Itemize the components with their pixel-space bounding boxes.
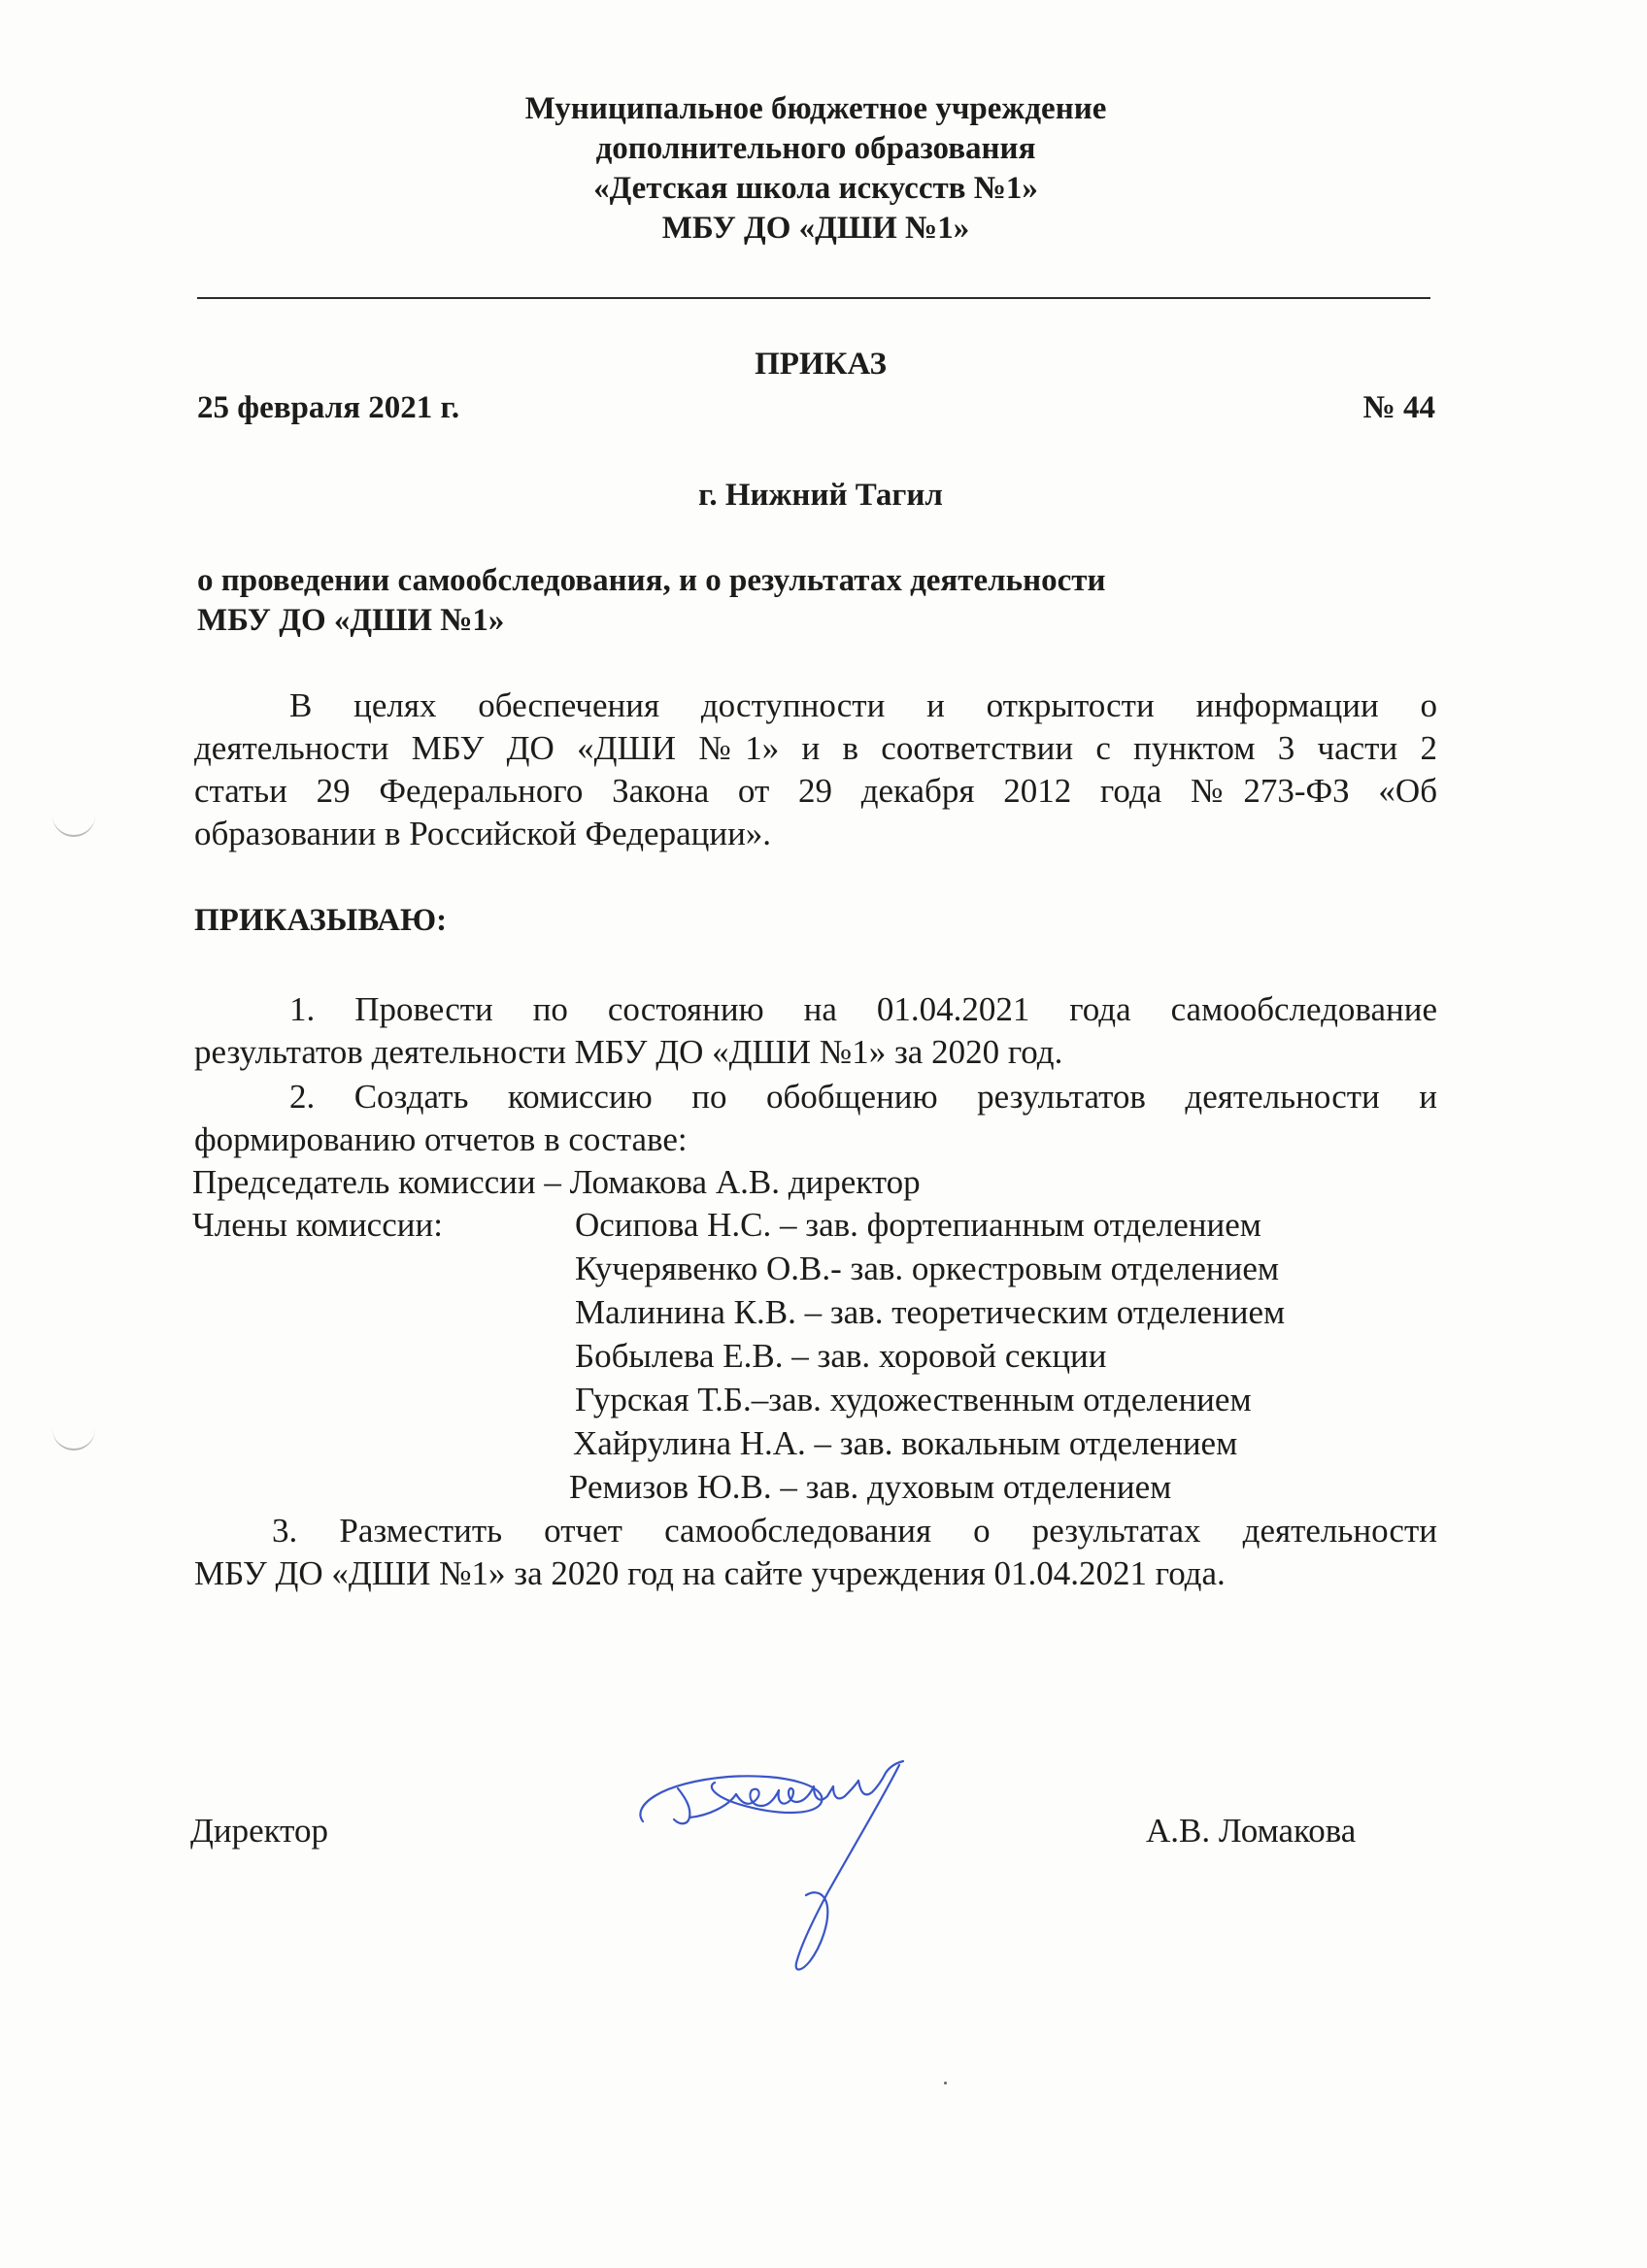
paragraph-line: МБУ ДО «ДШИ №1» за 2020 год на сайте учреждения 01.04.2021 года. xyxy=(194,1554,1226,1592)
commission-chair: Председатель комиссии – Ломакова А.В. директор xyxy=(192,1163,921,1201)
paragraph-line: 3. Разместить отчет самообследования о результатах деятельности xyxy=(272,1512,1437,1550)
punch-hole-mark xyxy=(52,1427,95,1451)
paragraph-line: формированию отчетов в составе: xyxy=(194,1120,688,1158)
punch-hole-mark xyxy=(52,814,95,837)
signatory-name: А.В. Ломакова xyxy=(1146,1812,1357,1850)
order-subject-line: МБУ ДО «ДШИ №1» xyxy=(197,603,505,638)
paragraph-line: деятельности МБУ ДО «ДШИ №1» и в соответствии с пунктом 3 части 2 xyxy=(194,729,1437,767)
header-divider xyxy=(197,297,1430,299)
paragraph-line: В целях обеспечения доступности и открытости информации о xyxy=(289,686,1437,724)
paragraph-line: статьи 29 Федерального Закона от 29 декабря 2012 года №273-ФЗ «Об xyxy=(194,772,1437,810)
header-line: МБУ ДО «ДШИ №1» xyxy=(661,211,970,246)
commission-member: Осипова Н.С. – зав. фортепианным отделением xyxy=(575,1206,1261,1244)
order-number: № 44 xyxy=(1362,390,1435,425)
commission-member: Малинина К.В. – зав. теоретическим отделением xyxy=(575,1293,1286,1331)
header-line: «Детская школа искусств №1» xyxy=(593,171,1038,206)
commission-member: Бобылева Е.В. – зав. хоровой секции xyxy=(575,1337,1107,1375)
signature-strokes xyxy=(640,1761,903,1970)
order-directive-word: ПРИКАЗЫВАЮ: xyxy=(194,903,448,938)
header-line: Муниципальное бюджетное учреждение xyxy=(524,91,1107,126)
institution-header xyxy=(194,89,1437,249)
commission-member: Хайрулина Н.А. – зав. вокальным отделением xyxy=(573,1424,1238,1462)
commission-members-label: Члены комиссии: xyxy=(192,1206,443,1244)
scan-speck xyxy=(944,2082,947,2085)
preamble-paragraph xyxy=(194,684,1437,855)
commission-member: Гурская Т.Б.–зав. художественным отделением xyxy=(575,1381,1252,1418)
order-title: ПРИКАЗ xyxy=(755,347,887,382)
order-item-3 xyxy=(194,1510,1437,1595)
order-city: г. Нижний Тагил xyxy=(698,478,943,513)
header-line: дополнительного образования xyxy=(595,131,1036,166)
order-subject-line: о проведении самообследования, и о результатах деятельности xyxy=(197,563,1106,598)
paragraph-line: результатов деятельности МБУ ДО «ДШИ №1» за 2020 год. xyxy=(194,1033,1063,1071)
order-item-2 xyxy=(194,1076,1437,1161)
order-item-1 xyxy=(194,988,1437,1074)
paragraph-line: 1. Провести по состоянию на 01.04.2021 года самообследование xyxy=(289,990,1437,1028)
commission-member: Ремизов Ю.В. – зав. духовым отделением xyxy=(569,1468,1172,1506)
paragraph-line: образовании в Российской Федерации». xyxy=(194,815,772,852)
signatory-position: Директор xyxy=(190,1812,329,1850)
order-date: 25 февраля 2021 г. xyxy=(197,390,460,425)
commission-member: Кучерявенко О.В.- зав. оркестровым отделением xyxy=(575,1250,1280,1287)
handwritten-signature xyxy=(622,1748,971,1981)
paragraph-line: 2. Создать комиссию по обобщению результатов деятельности и xyxy=(289,1078,1437,1116)
